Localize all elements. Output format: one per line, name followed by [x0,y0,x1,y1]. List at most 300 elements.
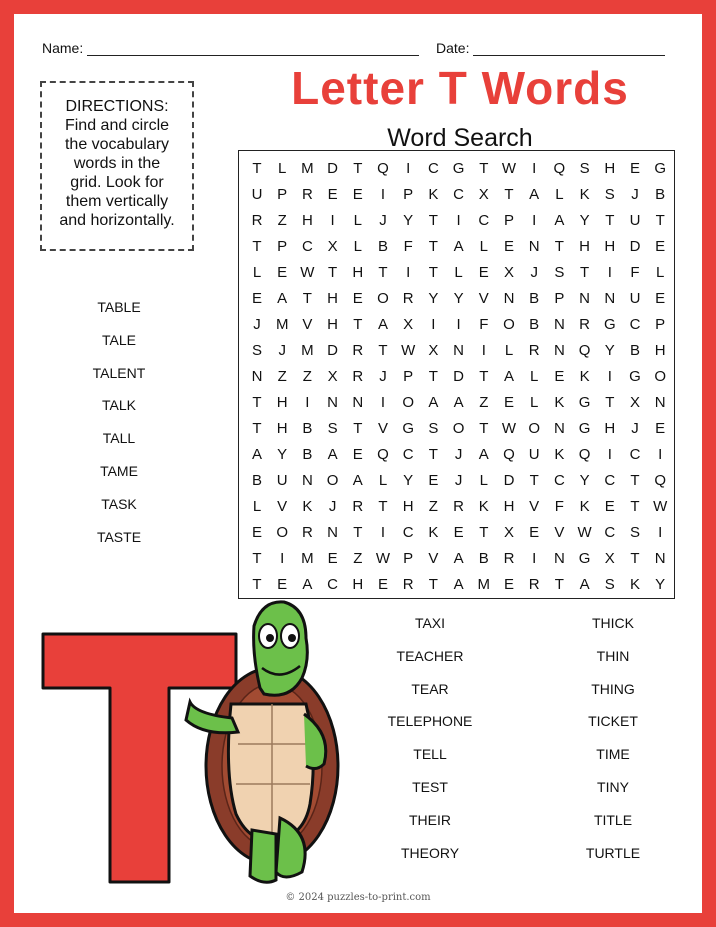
grid-letter[interactable]: G [578,420,591,437]
grid-letter[interactable]: X [478,186,489,203]
grid-letter[interactable]: H [604,160,616,177]
page-title: Letter T Words [291,62,629,114]
grid-letter[interactable]: I [607,264,612,281]
grid-letter[interactable]: G [452,160,465,177]
grid-letter[interactable]: N [553,316,565,333]
grid-letter[interactable]: C [453,186,465,203]
grid-letter[interactable]: V [377,420,388,437]
grid-letter[interactable]: I [658,524,663,541]
grid-letter[interactable]: M [275,316,289,333]
grid-letter[interactable]: I [305,394,310,411]
grid-letter[interactable]: A [352,472,363,489]
grid-letter[interactable]: T [479,420,489,437]
grid-letter[interactable]: X [629,394,640,411]
grid-letter[interactable]: A [277,290,288,307]
grid-letter[interactable]: A [579,576,590,593]
grid-letter[interactable]: W [501,160,517,177]
grid-letter[interactable]: R [402,290,414,307]
grid-letter[interactable]: Y [579,472,590,489]
grid-letter[interactable]: A [529,186,540,203]
grid-letter[interactable]: A [453,238,464,255]
grid-letter[interactable]: D [629,238,641,255]
grid-letter[interactable]: A [554,212,565,229]
grid-letter[interactable]: X [604,550,615,567]
grid-letter[interactable]: N [327,524,339,541]
grid-letter[interactable]: I [532,212,537,229]
grid-letter[interactable]: L [278,160,287,177]
grid-letter[interactable]: O [654,368,667,385]
grid-letter[interactable]: N [579,290,591,307]
grid-letter[interactable]: O [276,524,289,541]
grid-letter[interactable]: E [428,472,439,489]
grid-letter[interactable]: C [478,212,490,229]
grid-letter[interactable]: T [479,524,489,541]
grid-letter[interactable]: S [327,420,338,437]
grid-letter[interactable]: T [428,238,438,255]
grid-letter[interactable]: L [504,342,514,359]
grid-letter[interactable]: I [380,186,386,203]
grid-letter[interactable]: T [252,420,262,437]
grid-letter[interactable]: N [528,238,540,255]
grid-letter[interactable]: U [528,446,540,463]
vocabulary-word: TEST [412,779,448,795]
grid-letter[interactable]: L [378,472,388,489]
grid-letter[interactable]: S [554,264,565,281]
grid-letter[interactable]: G [629,368,641,385]
grid-letter[interactable]: D [453,368,465,385]
grid-letter[interactable]: T [504,186,514,203]
grid-letter[interactable]: T [252,160,262,177]
grid-letter[interactable]: H [402,498,414,515]
turtle-head [254,602,308,695]
grid-letter[interactable]: K [478,498,489,515]
grid-letter[interactable]: X [327,238,338,255]
grid-letter[interactable]: E [277,264,288,281]
grid-letter[interactable]: A [453,576,464,593]
grid-letter[interactable]: R [352,498,364,515]
grid-letter[interactable]: N [251,368,263,385]
grid-letter[interactable]: P [554,290,565,307]
grid-letter[interactable]: R [528,576,540,593]
grid-letter[interactable]: T [479,160,489,177]
grid-letter[interactable]: I [607,368,612,385]
grid-letter[interactable]: T [428,212,438,229]
grid-letter[interactable]: E [503,238,514,255]
directions-line: Find and circle [64,117,170,134]
grid-letter[interactable]: K [579,498,590,515]
grid-letter[interactable]: W [577,524,592,541]
grid-letter[interactable]: L [479,238,488,255]
vocabulary-word: TAME [100,463,138,479]
grid-letter[interactable]: L [353,212,362,229]
grid-letter[interactable]: A [453,394,464,411]
grid-letter[interactable]: X [327,368,338,385]
grid-letter[interactable]: W [300,264,315,281]
grid-letter[interactable]: H [604,420,616,437]
grid-letter[interactable]: B [529,316,540,333]
grid-letter[interactable]: T [605,212,615,229]
grid-letter[interactable]: Y [428,290,439,307]
grid-letter[interactable]: R [453,498,465,515]
grid-letter[interactable]: I [330,212,335,229]
grid-letter[interactable]: T [630,472,640,489]
grid-letter[interactable]: J [278,342,286,359]
grid-letter[interactable]: J [253,316,261,333]
grid-letter[interactable]: P [655,316,666,333]
grid-letter[interactable]: Z [277,212,287,229]
grid-letter[interactable]: N [654,394,666,411]
grid-letter[interactable]: B [302,446,313,463]
grid-letter[interactable]: L [530,368,539,385]
grid-letter[interactable]: F [479,316,489,333]
grid-letter[interactable]: N [301,472,313,489]
grid-letter[interactable]: D [503,472,515,489]
grid-letter[interactable]: S [579,160,590,177]
grid-letter[interactable]: K [629,576,640,593]
grid-letter[interactable]: E [503,576,514,593]
grid-letter[interactable]: O [402,394,415,411]
grid-letter[interactable]: R [301,524,313,541]
grid-letter[interactable]: I [380,394,386,411]
grid-letter[interactable]: Z [302,368,312,385]
grid-letter[interactable]: G [654,160,667,177]
grid-letter[interactable]: M [301,342,314,359]
grid-letter[interactable]: O [326,472,339,489]
grid-letter[interactable]: A [377,316,388,333]
grid-letter[interactable]: T [529,472,539,489]
grid-letter[interactable]: H [352,264,364,281]
grid-letter[interactable]: T [655,212,665,229]
grid-letter[interactable]: T [378,498,388,515]
grid-letter[interactable]: T [580,264,590,281]
grid-letter[interactable]: D [327,342,339,359]
grid-letter[interactable]: E [251,290,262,307]
grid-letter[interactable]: T [630,498,640,515]
grid-letter[interactable]: P [403,186,414,203]
grid-letter[interactable]: Q [578,342,591,359]
grid-letter[interactable]: T [378,264,388,281]
grid-letter[interactable]: M [301,160,314,177]
grid-letter[interactable]: K [302,498,313,515]
grid-letter[interactable]: R [352,342,364,359]
grid-letter[interactable]: E [327,550,338,567]
grid-letter[interactable]: Y [604,342,615,359]
grid-letter[interactable]: H [327,290,339,307]
grid-letter[interactable]: Q [377,446,389,463]
grid-letter[interactable]: T [252,576,262,593]
grid-letter[interactable]: V [302,316,313,333]
grid-letter[interactable]: J [379,212,387,229]
grid-letter[interactable]: Y [655,576,666,593]
grid-letter[interactable]: Q [654,472,667,489]
grid-letter[interactable]: T [353,316,363,333]
grid-letter[interactable]: C [604,472,616,489]
grid-letter[interactable]: E [478,264,489,281]
grid-letter[interactable]: W [401,342,416,359]
grid-letter[interactable]: F [630,264,640,281]
grid-letter[interactable]: T [428,446,438,463]
grid-letter[interactable]: K [554,446,565,463]
grid-letter[interactable]: L [555,186,564,203]
grid-letter[interactable]: T [328,264,338,281]
grid-letter[interactable]: Q [553,160,566,177]
grid-letter[interactable]: H [503,498,515,515]
grid-letter[interactable]: R [352,368,364,385]
grid-letter[interactable]: T [479,368,489,385]
grid-letter[interactable]: A [478,446,489,463]
grid-letter[interactable]: N [453,342,465,359]
grid-letter[interactable]: E [453,524,464,541]
grid-letter[interactable]: I [456,212,461,229]
grid-letter[interactable]: G [402,420,415,437]
grid-letter[interactable]: C [301,238,313,255]
grid-letter[interactable]: T [252,550,262,567]
grid-letter[interactable]: A [302,576,313,593]
grid-letter[interactable]: R [402,576,414,593]
grid-letter[interactable]: T [252,238,262,255]
grid-letter[interactable]: O [377,290,389,307]
grid-letter[interactable]: T [554,238,564,255]
grid-letter[interactable]: J [454,472,463,489]
grid-letter[interactable]: E [554,368,565,385]
page-subtitle: Word Search [387,124,533,152]
grid-letter[interactable]: E [655,420,666,437]
grid-letter[interactable]: I [607,446,612,463]
grid-letter[interactable]: N [604,290,616,307]
grid-letter[interactable]: I [658,446,663,463]
grid-letter[interactable]: A [428,394,439,411]
grid-letter[interactable]: T [428,576,438,593]
grid-letter[interactable]: N [553,550,565,567]
grid-letter[interactable]: T [428,368,438,385]
grid-letter[interactable]: T [302,290,312,307]
grid-letter[interactable]: W [501,420,517,437]
grid-letter[interactable]: C [629,316,641,333]
worksheet-page [14,14,702,913]
grid-letter[interactable]: B [302,420,313,437]
grid-letter[interactable]: V [529,498,540,515]
grid-letter[interactable]: T [605,394,615,411]
grid-letter[interactable]: Z [353,550,363,567]
grid-letter[interactable]: R [251,212,263,229]
turtle-illustration [14,14,702,913]
grid-letter[interactable]: H [276,394,288,411]
grid-letter[interactable]: E [377,576,388,593]
grid-letter[interactable]: G [578,550,591,567]
grid-letter[interactable]: N [553,342,565,359]
grid-letter[interactable]: E [352,186,363,203]
grid-letter[interactable]: L [454,264,463,281]
grid-letter[interactable]: N [327,394,339,411]
grid-letter[interactable]: I [532,160,537,177]
grid-letter[interactable]: V [277,498,288,515]
grid-letter[interactable]: B [629,342,640,359]
grid-letter[interactable]: J [530,264,538,281]
grid-letter[interactable]: K [579,186,590,203]
grid-letter[interactable]: P [403,550,414,567]
grid-letter[interactable]: S [428,420,439,437]
grid-letter[interactable]: Q [377,160,389,177]
grid-letter[interactable]: V [554,524,565,541]
grid-letter[interactable]: H [301,212,313,229]
grid-letter[interactable]: P [403,368,414,385]
grid-letter[interactable]: T [353,420,363,437]
grid-letter[interactable]: Z [277,368,287,385]
grid-letter[interactable]: R [503,550,515,567]
grid-letter[interactable]: V [428,550,439,567]
grid-letter[interactable]: Q [503,446,515,463]
grid-letter[interactable]: B [251,472,262,489]
grid-letter[interactable]: X [428,342,439,359]
grid-letter[interactable]: L [353,238,362,255]
grid-letter[interactable]: E [503,394,514,411]
grid-letter[interactable]: L [656,264,665,281]
vocabulary-word: TELL [413,746,447,763]
grid-letter[interactable]: X [503,524,514,541]
grid-letter[interactable]: I [380,524,386,541]
grid-letter[interactable]: I [406,160,411,177]
grid-letter[interactable]: T [428,264,438,281]
grid-letter[interactable]: T [353,524,363,541]
grid-letter[interactable]: T [353,160,363,177]
grid-letter[interactable]: E [352,290,363,307]
grid-letter[interactable]: B [377,238,388,255]
grid-letter[interactable]: D [327,160,339,177]
grid-letter[interactable]: E [327,186,338,203]
grid-letter[interactable]: E [655,290,666,307]
vocabulary-word: TABLE [97,299,141,315]
grid-letter[interactable]: L [479,472,488,489]
grid-letter[interactable]: C [629,446,641,463]
grid-letter[interactable]: R [528,342,540,359]
grid-letter[interactable]: C [604,524,616,541]
grid-letter[interactable]: J [631,420,639,437]
grid-letter[interactable]: P [503,212,514,229]
grid-letter[interactable]: O [452,420,465,437]
grid-letter[interactable]: C [427,160,439,177]
grid-letter[interactable]: N [503,290,515,307]
grid-letter[interactable]: N [352,394,364,411]
grid-letter[interactable]: K [428,524,439,541]
grid-letter[interactable]: C [553,472,565,489]
grid-letter[interactable]: C [327,576,339,593]
grid-letter[interactable]: X [403,316,414,333]
grid-letter[interactable]: I [532,550,537,567]
grid-letter[interactable]: Z [428,498,438,515]
grid-letter[interactable]: B [655,186,666,203]
grid-letter[interactable]: O [503,316,515,333]
grid-letter[interactable]: J [454,446,463,463]
grid-letter[interactable]: B [478,550,489,567]
grid-letter[interactable]: R [301,186,313,203]
grid-letter[interactable]: A [503,368,514,385]
grid-letter[interactable]: F [554,498,564,515]
grid-letter[interactable]: R [579,316,591,333]
grid-letter[interactable]: N [654,550,666,567]
grid-letter[interactable]: K [554,394,565,411]
grid-letter[interactable]: W [653,498,668,515]
grid-letter[interactable]: Y [453,290,464,307]
grid-letter[interactable]: H [352,576,364,593]
grid-letter[interactable]: I [431,316,436,333]
grid-letter[interactable]: E [352,446,363,463]
grid-letter[interactable]: E [629,160,640,177]
grid-letter[interactable]: H [654,342,666,359]
grid-letter[interactable]: T [252,394,262,411]
grid-letter[interactable]: U [251,186,263,203]
grid-letter[interactable]: W [375,550,391,567]
grid-letter[interactable]: V [478,290,489,307]
grid-letter[interactable]: H [604,238,616,255]
grid-letter[interactable]: K [579,368,590,385]
grid-letter[interactable]: P [277,186,288,203]
grid-letter[interactable]: I [406,264,411,281]
grid-letter[interactable]: F [403,238,413,255]
grid-letter[interactable]: L [252,498,262,515]
grid-letter[interactable]: L [530,394,539,411]
grid-letter[interactable]: J [328,498,337,515]
grid-letter[interactable]: J [631,186,639,203]
grid-letter[interactable]: Y [277,446,288,463]
grid-letter[interactable]: Y [579,212,590,229]
grid-letter[interactable]: X [503,264,514,281]
directions-line: them vertically [65,193,169,210]
grid-letter[interactable]: N [553,420,565,437]
grid-letter[interactable]: T [554,576,564,593]
grid-letter[interactable]: E [655,238,666,255]
grid-letter[interactable]: H [327,316,339,333]
grid-letter[interactable]: Y [403,472,414,489]
grid-letter[interactable]: J [379,368,387,385]
grid-letter[interactable]: A [327,446,338,463]
grid-letter[interactable]: A [453,550,464,567]
grid-letter[interactable]: O [528,420,541,437]
grid-letter[interactable]: C [402,524,414,541]
grid-letter[interactable]: B [529,290,540,307]
grid-letter[interactable]: A [251,446,262,463]
grid-letter[interactable]: I [456,316,461,333]
grid-letter[interactable]: Y [403,212,414,229]
grid-letter[interactable]: T [630,550,640,567]
grid-letter[interactable]: M [477,576,491,593]
grid-letter[interactable]: L [252,264,262,281]
grid-letter[interactable]: S [604,186,615,203]
grid-letter[interactable]: U [629,212,641,229]
grid-letter[interactable]: I [481,342,486,359]
grid-letter[interactable]: Z [479,394,489,411]
grid-letter[interactable]: S [604,576,615,593]
grid-letter[interactable]: M [301,550,314,567]
grid-letter[interactable]: G [603,316,616,333]
grid-letter[interactable]: E [277,576,288,593]
grid-letter[interactable]: S [629,524,640,541]
grid-letter[interactable]: E [251,524,262,541]
grid-letter[interactable]: T [378,342,388,359]
grid-letter[interactable]: H [276,420,288,437]
grid-letter[interactable]: E [604,498,615,515]
grid-letter[interactable]: H [579,238,591,255]
grid-letter[interactable]: G [578,394,591,411]
grid-letter[interactable]: U [629,290,641,307]
grid-letter[interactable]: S [251,342,262,359]
grid-letter[interactable]: I [280,550,285,567]
grid-letter[interactable]: P [277,238,288,255]
grid-letter[interactable]: U [276,472,288,489]
grid-letter[interactable]: E [529,524,540,541]
grid-letter[interactable]: C [402,446,414,463]
grid-letter[interactable]: Q [578,446,591,463]
grid-letter[interactable]: K [428,186,439,203]
